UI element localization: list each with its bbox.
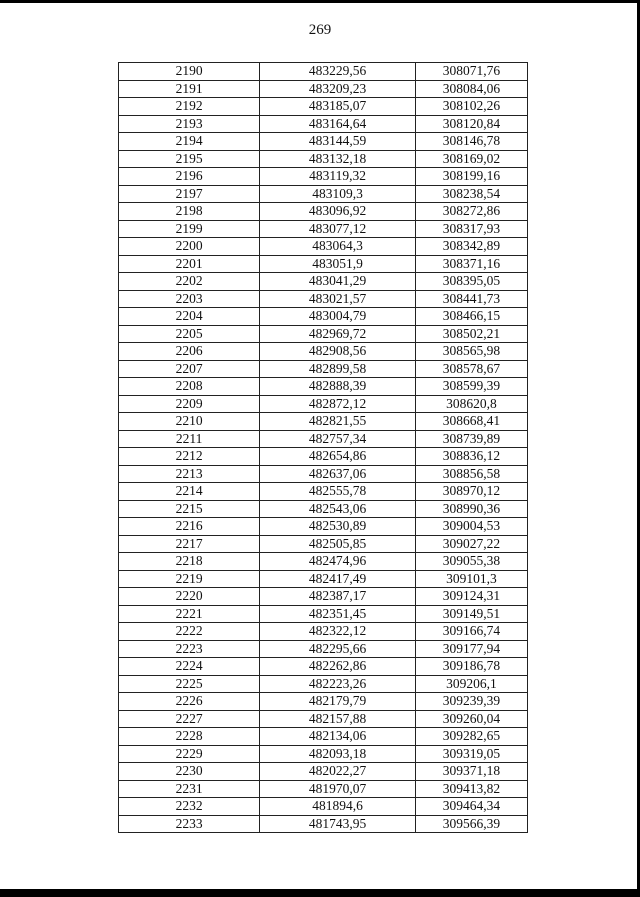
table-row — [119, 168, 528, 186]
y-coordinate-cell: 309566,39 — [415, 815, 527, 833]
table-row — [119, 238, 528, 256]
table-row — [119, 360, 528, 378]
y-coordinate-cell: 308238,54 — [415, 185, 527, 203]
y-coordinate-cell: 309319,05 — [415, 745, 527, 763]
x-coordinate-cell: 482223,26 — [260, 675, 416, 693]
x-coordinate-cell: 482179,79 — [260, 693, 416, 711]
table-row — [119, 448, 528, 466]
table-row — [119, 518, 528, 536]
table-row — [119, 255, 528, 273]
scan-border-bottom — [0, 889, 640, 897]
x-coordinate-cell: 482387,17 — [260, 588, 416, 606]
point-number-cell: 2192 — [119, 98, 260, 116]
point-number-cell: 2203 — [119, 290, 260, 308]
y-coordinate-cell: 309177,94 — [415, 640, 527, 658]
x-coordinate-cell: 482530,89 — [260, 518, 416, 536]
x-coordinate-cell: 483119,32 — [260, 168, 416, 186]
x-coordinate-cell: 483041,29 — [260, 273, 416, 291]
point-number-cell: 2224 — [119, 658, 260, 676]
x-coordinate-cell: 482093,18 — [260, 745, 416, 763]
table-row — [119, 605, 528, 623]
point-number-cell: 2202 — [119, 273, 260, 291]
point-number-cell: 2233 — [119, 815, 260, 833]
point-number-cell: 2219 — [119, 570, 260, 588]
y-coordinate-cell: 309004,53 — [415, 518, 527, 536]
y-coordinate-cell: 308599,39 — [415, 378, 527, 396]
point-number-cell: 2191 — [119, 80, 260, 98]
point-number-cell: 2216 — [119, 518, 260, 536]
table-row — [119, 623, 528, 641]
x-coordinate-cell: 482262,86 — [260, 658, 416, 676]
y-coordinate-cell: 308836,12 — [415, 448, 527, 466]
point-number-cell: 2230 — [119, 763, 260, 781]
point-number-cell: 2231 — [119, 780, 260, 798]
point-number-cell: 2193 — [119, 115, 260, 133]
y-coordinate-cell: 309206,1 — [415, 675, 527, 693]
point-number-cell: 2205 — [119, 325, 260, 343]
y-coordinate-cell: 308565,98 — [415, 343, 527, 361]
y-coordinate-cell: 308578,67 — [415, 360, 527, 378]
point-number-cell: 2226 — [119, 693, 260, 711]
x-coordinate-cell: 483229,56 — [260, 63, 416, 81]
y-coordinate-cell: 309464,34 — [415, 798, 527, 816]
point-number-cell: 2196 — [119, 168, 260, 186]
table-row — [119, 290, 528, 308]
y-coordinate-cell: 308084,06 — [415, 80, 527, 98]
table-row — [119, 570, 528, 588]
y-coordinate-cell: 308856,58 — [415, 465, 527, 483]
point-number-cell: 2215 — [119, 500, 260, 518]
x-coordinate-cell: 482899,58 — [260, 360, 416, 378]
y-coordinate-cell: 309149,51 — [415, 605, 527, 623]
table-row — [119, 80, 528, 98]
point-number-cell: 2200 — [119, 238, 260, 256]
x-coordinate-cell: 482295,66 — [260, 640, 416, 658]
x-coordinate-cell: 482322,12 — [260, 623, 416, 641]
point-number-cell: 2190 — [119, 63, 260, 81]
y-coordinate-cell: 308169,02 — [415, 150, 527, 168]
y-coordinate-cell: 308990,36 — [415, 500, 527, 518]
y-coordinate-cell: 308502,21 — [415, 325, 527, 343]
point-number-cell: 2210 — [119, 413, 260, 431]
point-number-cell: 2225 — [119, 675, 260, 693]
y-coordinate-cell: 309055,38 — [415, 553, 527, 571]
x-coordinate-cell: 483185,07 — [260, 98, 416, 116]
point-number-cell: 2204 — [119, 308, 260, 326]
table-row — [119, 465, 528, 483]
table-row — [119, 185, 528, 203]
point-number-cell: 2223 — [119, 640, 260, 658]
point-number-cell: 2232 — [119, 798, 260, 816]
table-row — [119, 133, 528, 151]
y-coordinate-cell: 308371,16 — [415, 255, 527, 273]
point-number-cell: 2213 — [119, 465, 260, 483]
table-row — [119, 63, 528, 81]
table-row — [119, 430, 528, 448]
x-coordinate-cell: 482821,55 — [260, 413, 416, 431]
table-row — [119, 308, 528, 326]
point-number-cell: 2220 — [119, 588, 260, 606]
y-coordinate-cell: 309260,04 — [415, 710, 527, 728]
y-coordinate-cell: 308970,12 — [415, 483, 527, 501]
x-coordinate-cell: 482757,34 — [260, 430, 416, 448]
y-coordinate-cell: 308668,41 — [415, 413, 527, 431]
point-number-cell: 2198 — [119, 203, 260, 221]
x-coordinate-cell: 482872,12 — [260, 395, 416, 413]
y-coordinate-cell: 308317,93 — [415, 220, 527, 238]
table-row — [119, 535, 528, 553]
y-coordinate-cell: 309186,78 — [415, 658, 527, 676]
x-coordinate-cell: 483144,59 — [260, 133, 416, 151]
point-number-cell: 2208 — [119, 378, 260, 396]
table-row — [119, 483, 528, 501]
point-number-cell: 2206 — [119, 343, 260, 361]
point-number-cell: 2212 — [119, 448, 260, 466]
x-coordinate-cell: 482969,72 — [260, 325, 416, 343]
point-number-cell: 2195 — [119, 150, 260, 168]
point-number-cell: 2194 — [119, 133, 260, 151]
x-coordinate-cell: 482474,96 — [260, 553, 416, 571]
x-coordinate-cell: 483077,12 — [260, 220, 416, 238]
x-coordinate-cell: 483096,92 — [260, 203, 416, 221]
y-coordinate-cell: 308466,15 — [415, 308, 527, 326]
x-coordinate-cell: 483051,9 — [260, 255, 416, 273]
y-coordinate-cell: 308120,84 — [415, 115, 527, 133]
table-row — [119, 588, 528, 606]
point-number-cell: 2207 — [119, 360, 260, 378]
y-coordinate-cell: 308199,16 — [415, 168, 527, 186]
table-row — [119, 98, 528, 116]
table-row — [119, 798, 528, 816]
y-coordinate-cell: 309027,22 — [415, 535, 527, 553]
table-row — [119, 500, 528, 518]
y-coordinate-cell: 309413,82 — [415, 780, 527, 798]
x-coordinate-cell: 483209,23 — [260, 80, 416, 98]
x-coordinate-cell: 482505,85 — [260, 535, 416, 553]
table-row — [119, 273, 528, 291]
point-number-cell: 2209 — [119, 395, 260, 413]
point-number-cell: 2227 — [119, 710, 260, 728]
point-number-cell: 2211 — [119, 430, 260, 448]
x-coordinate-cell: 481970,07 — [260, 780, 416, 798]
point-number-cell: 2221 — [119, 605, 260, 623]
x-coordinate-cell: 483064,3 — [260, 238, 416, 256]
point-number-cell: 2217 — [119, 535, 260, 553]
y-coordinate-cell: 309124,31 — [415, 588, 527, 606]
x-coordinate-cell: 481894,6 — [260, 798, 416, 816]
table-row — [119, 553, 528, 571]
point-number-cell: 2229 — [119, 745, 260, 763]
table-row — [119, 763, 528, 781]
table-row — [119, 745, 528, 763]
table-row — [119, 150, 528, 168]
x-coordinate-cell: 483109,3 — [260, 185, 416, 203]
point-number-cell: 2201 — [119, 255, 260, 273]
x-coordinate-cell: 482157,88 — [260, 710, 416, 728]
x-coordinate-cell: 482654,86 — [260, 448, 416, 466]
y-coordinate-cell: 308146,78 — [415, 133, 527, 151]
y-coordinate-cell: 309239,39 — [415, 693, 527, 711]
table-row — [119, 658, 528, 676]
y-coordinate-cell: 308272,86 — [415, 203, 527, 221]
table-row — [119, 325, 528, 343]
coordinates-table — [118, 62, 528, 833]
x-coordinate-cell: 482022,27 — [260, 763, 416, 781]
x-coordinate-cell: 482351,45 — [260, 605, 416, 623]
x-coordinate-cell: 482637,06 — [260, 465, 416, 483]
y-coordinate-cell: 309101,3 — [415, 570, 527, 588]
y-coordinate-cell: 308071,76 — [415, 63, 527, 81]
page-number: 269 — [308, 22, 332, 38]
point-number-cell: 2228 — [119, 728, 260, 746]
y-coordinate-cell: 308342,89 — [415, 238, 527, 256]
table-row — [119, 395, 528, 413]
table-row — [119, 815, 528, 833]
x-coordinate-cell: 483132,18 — [260, 150, 416, 168]
y-coordinate-cell: 308739,89 — [415, 430, 527, 448]
y-coordinate-cell: 308395,05 — [415, 273, 527, 291]
x-coordinate-cell: 483164,64 — [260, 115, 416, 133]
y-coordinate-cell: 309371,18 — [415, 763, 527, 781]
y-coordinate-cell: 308102,26 — [415, 98, 527, 116]
table-row — [119, 640, 528, 658]
point-number-cell: 2218 — [119, 553, 260, 571]
table-row — [119, 728, 528, 746]
y-coordinate-cell: 309282,65 — [415, 728, 527, 746]
y-coordinate-cell: 309166,74 — [415, 623, 527, 641]
point-number-cell: 2197 — [119, 185, 260, 203]
x-coordinate-cell: 482888,39 — [260, 378, 416, 396]
x-coordinate-cell: 483004,79 — [260, 308, 416, 326]
point-number-cell: 2222 — [119, 623, 260, 641]
y-coordinate-cell: 308441,73 — [415, 290, 527, 308]
table-row — [119, 675, 528, 693]
table-row — [119, 710, 528, 728]
coordinates-table-body — [119, 63, 528, 833]
table-row — [119, 203, 528, 221]
scan-border-top — [0, 0, 640, 3]
table-row — [119, 343, 528, 361]
table-row — [119, 413, 528, 431]
x-coordinate-cell: 483021,57 — [260, 290, 416, 308]
table-row — [119, 693, 528, 711]
y-coordinate-cell: 308620,8 — [415, 395, 527, 413]
table-row — [119, 378, 528, 396]
table-row — [119, 220, 528, 238]
x-coordinate-cell: 482908,56 — [260, 343, 416, 361]
point-number-cell: 2199 — [119, 220, 260, 238]
table-row — [119, 115, 528, 133]
point-number-cell: 2214 — [119, 483, 260, 501]
x-coordinate-cell: 482543,06 — [260, 500, 416, 518]
x-coordinate-cell: 482134,06 — [260, 728, 416, 746]
x-coordinate-cell: 482555,78 — [260, 483, 416, 501]
table-row — [119, 780, 528, 798]
x-coordinate-cell: 482417,49 — [260, 570, 416, 588]
x-coordinate-cell: 481743,95 — [260, 815, 416, 833]
